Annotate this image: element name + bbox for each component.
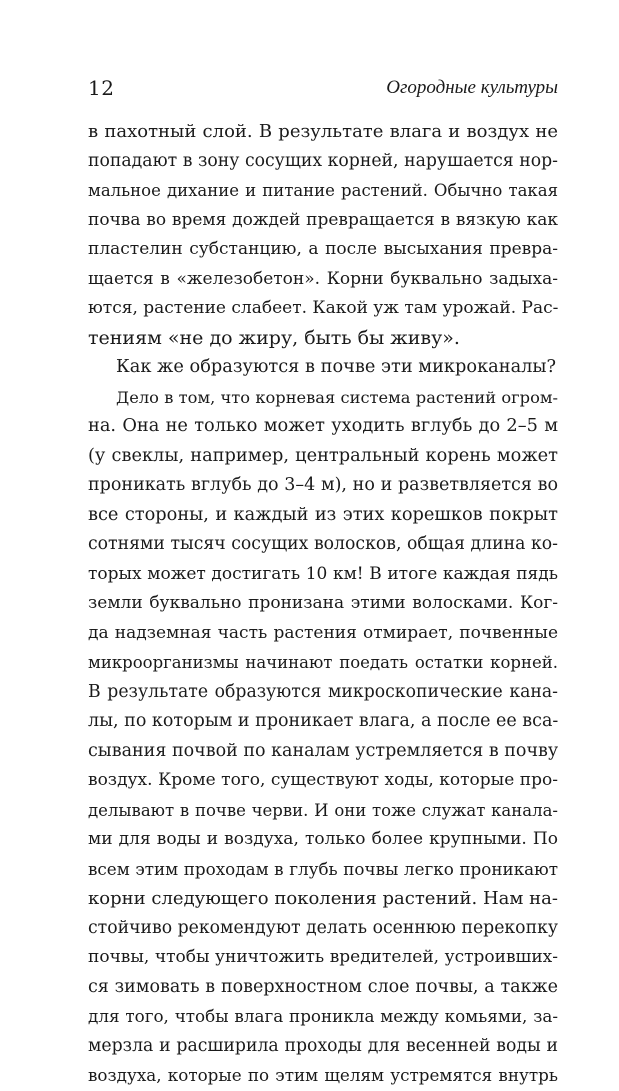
text-line: лы, по которым и проникает влага, а после ее вса-	[88, 711, 558, 731]
text-line: воздуха, которые по этим щелям устремятся внутрь	[88, 1065, 558, 1085]
text-line: все стороны, и каждый из этих корешков покрыт	[88, 504, 558, 525]
text-line: воздух. Кроме того, существуют ходы, которые про-	[88, 770, 558, 790]
text-line: Дело в том, что корневая система растений огром-	[116, 387, 558, 407]
text-line: тениям «не до жиру, быть бы живу».	[88, 326, 460, 349]
text-line: пластелин субстанцию, а после высыхания превра-	[88, 239, 558, 259]
text-line: сотнями тысяч сосущих волосков, общая длина ко-	[88, 534, 558, 554]
text-line: ся зимовать в поверхностном слое почвы, а также	[88, 976, 558, 997]
text-line: на. Она не только может уходить вглубь до 2–5 м	[88, 416, 558, 436]
text-line: ются, растение слабеет. Какой уж там урожай. Рас-	[88, 298, 558, 318]
text-line: торых может достигать 10 км! В итоге каждая пядь	[88, 563, 558, 584]
running-header	[88, 76, 558, 100]
running-title: Огородные культуры	[386, 77, 558, 98]
text-line: делывают в почве черви. И они тоже служат канала-	[88, 800, 558, 820]
text-line: мерзла и расширила проходы для весенней воды и	[88, 1035, 558, 1056]
text-line: корни следующего поколения растений. Нам на-	[88, 888, 558, 909]
text-line: земли буквально пронизана этими волосками. Ког-	[88, 593, 558, 613]
text-line: микроорганизмы начинают поедать остатки корней.	[88, 653, 558, 672]
text-line: Как же образуются в почве эти микроканалы?	[116, 357, 557, 377]
text-line: В результате образуются микроскопические кана-	[88, 681, 558, 702]
text-line: (у свеклы, например, центральный корень может	[88, 445, 558, 466]
text-line: стойчиво рекомендуют делать осеннюю перекопку	[88, 917, 558, 938]
text-line: проникать вглубь до 3–4 м), но и разветвляется во	[88, 475, 558, 495]
text-line: ми для воды и воздуха, только более крупными. По	[88, 829, 558, 849]
text-line: сывания почвой по каналам устремляется в почву	[88, 740, 558, 761]
page-number: 12	[88, 76, 115, 100]
body-text	[88, 117, 558, 1091]
text-line: всем этим проходам в глубь почвы легко проникают	[88, 858, 558, 879]
text-line: мальное дихание и питание растений. Обычно такая	[88, 181, 558, 200]
text-line: да надземная часть растения отмирает, почвенные	[88, 622, 558, 643]
text-line: щается в «железобетон». Корни буквально задыха-	[88, 268, 558, 289]
text-line: почвы, чтобы уничтожить вредителей, устроивших-	[88, 947, 558, 967]
text-line: для того, чтобы влага проникла между комьями, за-	[88, 1006, 558, 1026]
text-line: в пахотный слой. В результате влага и воздух не	[88, 121, 558, 142]
text-line: почва во время дождей превращается в вязкую как	[88, 209, 558, 230]
text-line: попадают в зону сосущих корней, нарушается нор-	[88, 150, 558, 171]
